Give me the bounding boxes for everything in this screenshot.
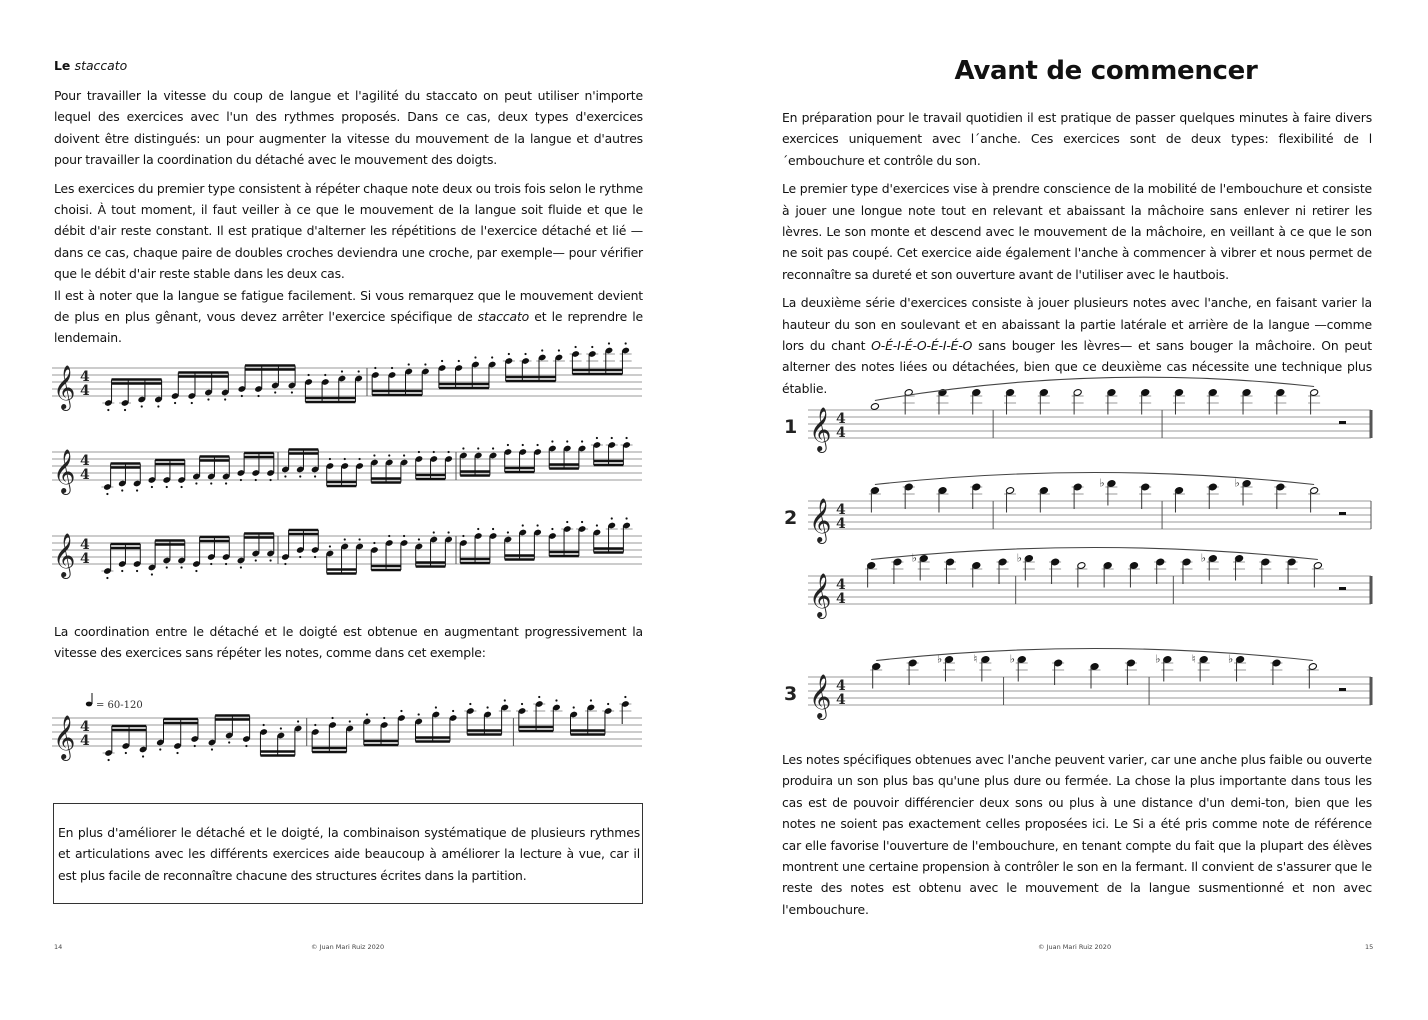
staccato-dot — [255, 559, 257, 561]
staccato-dot — [108, 759, 110, 761]
staccato-dot — [522, 524, 524, 526]
staccato-dot — [207, 398, 209, 400]
staccato-dot — [388, 454, 390, 456]
note-box — [53, 803, 643, 904]
staccato-dot — [141, 405, 143, 407]
time-signature-top: 4 — [836, 502, 846, 518]
treble-clef-icon: 𝄞 — [809, 407, 832, 451]
paragraph: Il est à noter que la langue se fatigue facilement. Si vous remarquez que le mouvement devient de plus en plus gênant, vous devez arrêter l'exercice spécifique de staccato et le reprendre le lendemain. — [54, 287, 643, 346]
staccato-dot — [121, 570, 123, 572]
staccato-dot — [373, 542, 375, 544]
staccato-dot — [624, 696, 626, 698]
staccato-dot — [151, 573, 153, 575]
staccato-dot — [492, 528, 494, 530]
staccato-dot — [349, 720, 351, 722]
staccato-dot — [596, 437, 598, 439]
staccato-dot — [255, 479, 257, 481]
staccato-dot — [611, 517, 613, 519]
staccato-dot — [383, 717, 385, 719]
page-title: Avant de commencer — [954, 56, 1258, 86]
staccato-dot — [194, 745, 196, 747]
staccato-dot — [486, 706, 488, 708]
staccato-dot — [366, 713, 368, 715]
staccato-dot — [176, 752, 178, 754]
time-signature-top: 4 — [80, 537, 90, 553]
staccato-dot — [263, 724, 265, 726]
time-signature-top: 4 — [80, 719, 90, 735]
paragraph: Le premier type d'exercices vise à prendre conscience de la mobilité de l'embouchure et consiste à jouer une longue note tout en relevant et abaissant la mâchoire sans enlever ni retirer les lèvres. Le son monte et descend avec le mouvement de la mâchoire, en veillant à ce que le son ne soit pas coupé. Cet exercice aide également l'anche à commencer à vibrer et nous permet de reconnaître sa dureté et son ouverture avant de l'utiliser avec le hautbois. — [782, 181, 1372, 282]
time-signature-bottom: 4 — [80, 383, 90, 399]
treble-clef-icon: 𝄞 — [809, 498, 832, 542]
staccato-dot — [180, 566, 182, 568]
flat-icon: ♭ — [1155, 652, 1161, 666]
staccato-dot — [388, 535, 390, 537]
treble-clef-icon: 𝄞 — [53, 449, 76, 493]
staccato-dot — [441, 360, 443, 362]
staccato-dot — [477, 447, 479, 449]
treble-clef-icon: 𝄞 — [53, 715, 76, 759]
staccato-dot — [245, 745, 247, 747]
staccato-dot — [521, 703, 523, 705]
paragraph: La coordination entre le détaché et le doigté est obtenue en augmentant progressivement la vitesse des exercices sans répéter les notes, comme dans cet exemple: — [54, 624, 643, 661]
staccato-dot — [573, 706, 575, 708]
right-intro-text — [782, 107, 1372, 399]
half-rest — [1339, 688, 1346, 691]
copyright: © Juan Mari Ruiz 2020 — [1038, 943, 1112, 951]
flat-icon: ♭ — [1099, 476, 1105, 490]
staccato-dot — [555, 699, 557, 701]
staccato-dot — [507, 444, 509, 446]
staccato-dot — [566, 440, 568, 442]
staccato-dot — [136, 489, 138, 491]
whole-note — [870, 403, 879, 411]
coordination-exercise-score — [50, 690, 645, 770]
staccato-dot — [159, 748, 161, 750]
flat-icon: ♭ — [1200, 551, 1206, 565]
staccato-dot — [424, 363, 426, 365]
staccato-dot — [228, 741, 230, 743]
reed-notes-text — [782, 749, 1372, 920]
staccato-dot — [608, 342, 610, 344]
staccato-dot — [269, 479, 271, 481]
staccato-dot — [522, 444, 524, 446]
natural-icon: ♮ — [1191, 652, 1196, 666]
staccato-dot — [106, 493, 108, 495]
staccato-dot — [541, 349, 543, 351]
section-heading-staccato: Le staccato — [54, 58, 128, 73]
staccato-dot — [341, 370, 343, 372]
staccato-dot — [329, 458, 331, 460]
page-number: 14 — [54, 943, 63, 951]
staccato-dot — [491, 356, 493, 358]
flat-icon: ♭ — [936, 652, 943, 666]
staccato-dot — [344, 458, 346, 460]
staccato-dot — [581, 521, 583, 523]
staccato-dot — [314, 556, 316, 558]
staccato-dot — [307, 374, 309, 376]
staccato-dot — [607, 703, 609, 705]
staccato-dot — [136, 570, 138, 572]
staccato-dot — [504, 699, 506, 701]
staccato-dot — [558, 349, 560, 351]
reed-exercises-score — [778, 390, 1378, 740]
staccato-dot — [195, 482, 197, 484]
staccato-dot — [174, 402, 176, 404]
staccato-dot — [324, 374, 326, 376]
staccato-dot — [590, 699, 592, 701]
staccato-dot — [210, 482, 212, 484]
paragraph: Pour travailler la vitesse du coup de langue et l'agilité du staccato on peut utiliser n'importe lequel des exercices avec l'un des rythmes proposés. Dans ce cas, deux types d'exercices doivent être distingués: un pour augmenter la vitesse du mouvement de la langue et d'autres pour travailler la coordination du détaché avec le mouvement des doigts. — [54, 88, 643, 168]
staccato-dot — [492, 447, 494, 449]
exercise-number: 3 — [784, 683, 798, 705]
flat-icon: ♭ — [911, 551, 917, 565]
staccato-dot — [331, 717, 333, 719]
paragraph: Les exercices du premier type consistent à répéter chaque note deux ou trois fois selon le rythme choisi. À tout moment, il faut veiller à ce que le mouvement de la langue soit fluide et que le débit d'air reste constant. Il est pratique d'alterner les répétitions de l'exercice détaché et lié —dans ce cas, chaque paire de doubles croches deviendra une croche, par exemple— pour vérifier que le débit d'air reste stable dans les deux cas. — [54, 180, 643, 282]
staccato-dot — [508, 353, 510, 355]
exercise-number: 2 — [784, 507, 798, 529]
staccato-dot — [474, 356, 476, 358]
staccato-dot — [400, 710, 402, 712]
staccato-dot — [574, 346, 576, 348]
staccato-dot — [166, 566, 168, 568]
staccato-dot — [625, 437, 627, 439]
staccato-dot — [418, 538, 420, 540]
half-rest — [1339, 587, 1346, 590]
staccato-dot — [538, 696, 540, 698]
staccato-dot — [391, 367, 393, 369]
staccato-dot — [210, 563, 212, 565]
staccato-dot — [358, 538, 360, 540]
staccato-dot — [106, 577, 108, 579]
staccato-dot — [240, 479, 242, 481]
time-signature-bottom: 4 — [80, 467, 90, 483]
staccato-dot — [291, 391, 293, 393]
exercise-number: 1 — [784, 416, 798, 438]
half-rest — [1339, 512, 1346, 515]
treble-clef-icon: 𝄞 — [53, 533, 76, 577]
flat-icon: ♭ — [1009, 652, 1015, 666]
note-box-text: En plus d'améliorer le détaché et le doigté, la combinaison systématique de plusieurs rythmes et articulations avec les différents exercices aide beaucoup à améliorer la lecture à vue, car il est plus facile de reconnaître chacune des structures écrites dans la partition. — [58, 825, 640, 883]
treble-clef-icon: 𝄞 — [809, 674, 832, 718]
staccato-dot — [591, 346, 593, 348]
staccato-dot — [299, 475, 301, 477]
staccato-dot — [121, 489, 123, 491]
staccato-dot — [344, 538, 346, 540]
time-signature-bottom: 4 — [836, 692, 846, 708]
staccato-dot — [269, 559, 271, 561]
time-signature-top: 4 — [836, 678, 846, 694]
staccato-dot — [284, 475, 286, 477]
staccato-dot — [274, 391, 276, 393]
time-signature-bottom: 4 — [80, 551, 90, 567]
staccato-dot — [225, 563, 227, 565]
staccato-dot — [329, 545, 331, 547]
staccato-dot — [477, 528, 479, 530]
staccato-dot — [452, 710, 454, 712]
time-signature-bottom: 4 — [836, 425, 846, 441]
staccato-dot — [314, 724, 316, 726]
time-signature-top: 4 — [80, 369, 90, 385]
staccato-dot — [596, 524, 598, 526]
flat-icon: ♭ — [1228, 652, 1234, 666]
time-signature-bottom: 4 — [836, 516, 846, 532]
staccato-dot — [418, 713, 420, 715]
staccato-dot — [408, 363, 410, 365]
time-signature-top: 4 — [80, 453, 90, 469]
page-number: 15 — [1365, 943, 1374, 951]
staccato-dot — [358, 458, 360, 460]
staccato-dot — [124, 409, 126, 411]
staccato-dot — [462, 535, 464, 537]
staccato-dot — [180, 486, 182, 488]
staccato-dot — [157, 405, 159, 407]
staccato-dot — [524, 353, 526, 355]
time-signature-top: 4 — [836, 411, 846, 427]
staccato-dot — [536, 444, 538, 446]
staccato-dot — [241, 395, 243, 397]
staccato-dot — [107, 409, 109, 411]
staccato-dot — [240, 566, 242, 568]
slur — [871, 548, 1318, 560]
staccato-dot — [358, 370, 360, 372]
staccato-dot — [625, 342, 627, 344]
staccato-dot — [469, 703, 471, 705]
staccato-dot — [447, 531, 449, 533]
right-page — [714, 0, 1428, 1020]
staccato-dot — [447, 451, 449, 453]
staccato-dot — [458, 360, 460, 362]
paragraph: En préparation pour le travail quotidien il est pratique de passer quelques minutes à faire divers exercices uniquement avec l´anche. Ces exercices sont de deux types: flexibilité de l´embouchure et contrôle du son. — [782, 110, 1372, 168]
staccato-dot — [435, 706, 437, 708]
staccato-dot — [195, 570, 197, 572]
staccato-dot — [224, 398, 226, 400]
staccato-dot — [280, 727, 282, 729]
staccato-dot — [299, 556, 301, 558]
paragraph: La deuxième série d'exercices consiste à jouer plusieurs notes avec l'anche, en faisant varier la hauteur du son en soulevant et en abaissant la partie latérale et arrière de la langue —comme lors du chant O-É-I-É-O-É-I-É-O sans bouger les lèvres— et sans bouger la mâchoire. On peut alterner des notes liées ou détachées, bien que ce deuxième cas nécessite une technique plus établie. — [782, 295, 1372, 396]
time-signature-top: 4 — [836, 577, 846, 593]
copyright: © Juan Mari Ruiz 2020 — [311, 943, 385, 951]
staccato-dot — [462, 447, 464, 449]
staccato-dot — [151, 486, 153, 488]
staccato-dot — [125, 752, 127, 754]
time-signature-bottom: 4 — [80, 733, 90, 749]
flat-icon: ♭ — [1234, 476, 1240, 490]
treble-clef-icon: 𝄞 — [53, 365, 76, 409]
tempo-marking: = 60-120 — [96, 700, 143, 711]
staccato-dot — [625, 517, 627, 519]
treble-clef-icon: 𝄞 — [809, 573, 832, 617]
staccato-dot — [374, 367, 376, 369]
staccato-dot — [433, 531, 435, 533]
staccato-dot — [433, 451, 435, 453]
staccato-dot — [581, 440, 583, 442]
staccato-dot — [211, 748, 213, 750]
staccato-dot — [297, 720, 299, 722]
staccato-dot — [166, 486, 168, 488]
paragraph: Les notes spécifiques obtenues avec l'anche peuvent varier, car une anche plus faible ou ouverte produira un son plus bas qu'une plus dure ou fermée. La chose la plus importante dans tous les cas est de pouvoir différencier deux sons ou plus à une distance d'un demi-ton, bien que les notes ne soient pas exactement celles proposées ici. Le Si a été pris comme note de référence car elle favorise l'ouverture de l'embouchure, en tenant compte du fait que la plupart des élèves montrent une certaine propension à contrôler le son en la fermant. Il convient de s'assurer que le reste des notes est obtenu avec le mouvement de la langue susmentionné et non avec l'embouchure. — [782, 752, 1372, 917]
time-signature-bottom: 4 — [836, 591, 846, 607]
staccato-dot — [284, 563, 286, 565]
coordination-text — [54, 621, 643, 664]
left-intro-text — [54, 85, 643, 349]
staccato-dot — [373, 454, 375, 456]
staccato-dot — [403, 535, 405, 537]
staccato-dot — [314, 475, 316, 477]
staccato-dot — [142, 755, 144, 757]
staccato-dot — [225, 482, 227, 484]
flat-icon: ♭ — [1016, 551, 1023, 565]
half-rest — [1339, 421, 1346, 424]
staccato-dot — [566, 521, 568, 523]
natural-icon: ♮ — [973, 652, 978, 666]
staccato-dot — [551, 440, 553, 442]
staccato-dot — [418, 451, 420, 453]
staccato-dot — [536, 524, 538, 526]
staccato-exercises-score — [50, 345, 645, 590]
staccato-dot — [191, 402, 193, 404]
staccato-dot — [403, 454, 405, 456]
staccato-dot — [257, 395, 259, 397]
quarter-note-icon — [86, 702, 92, 707]
staccato-dot — [507, 531, 509, 533]
staccato-dot — [611, 437, 613, 439]
staccato-dot — [551, 528, 553, 530]
